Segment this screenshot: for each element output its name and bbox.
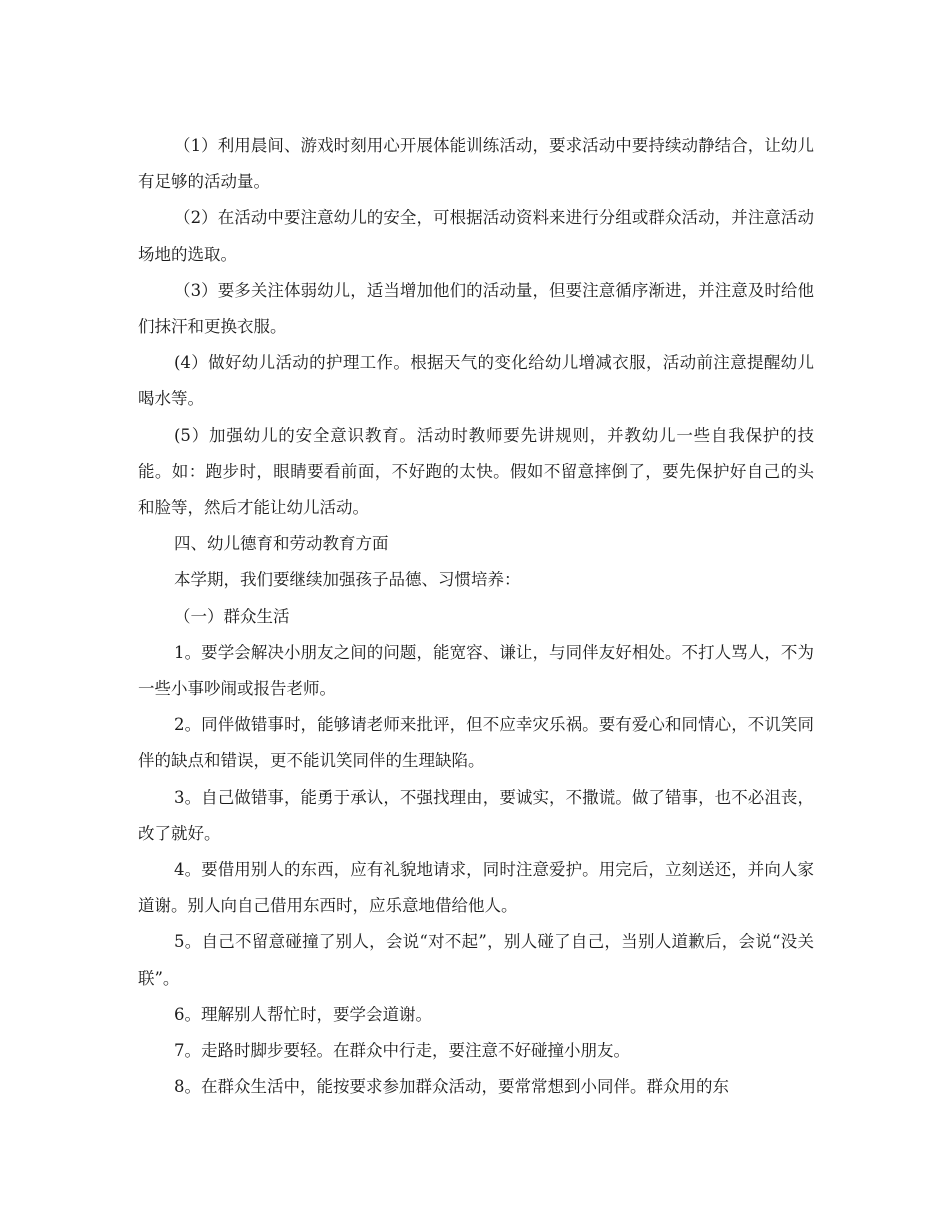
list-item-8: 8。在群众生活中，能按要求参加群众活动，要常常想到小同伴。群众用的东 (174, 1077, 729, 1097)
paragraph-intro: 本学期，我们要继续加强孩子品德、习惯培养： (174, 570, 521, 590)
list-item-5: 5。自己不留意碰撞了别人，会说“对不起”，别人碰了自己，当别人道歉后，会说“没关联”。 (138, 932, 814, 988)
list-item-2: 2。同伴做错事时，能够请老师来批评，但不应幸灾乐祸。要有爱心和同情心，不讥笑同伴的缺点和错误，更不能讥笑同伴的生理缺陷。 (138, 715, 814, 771)
list-item-4: 4。要借用别人的东西，应有礼貌地请求，同时注意爱护。用完后，立刻送还，并向人家道谢。别人向自己借用东西时，应乐意地借给他人。 (138, 860, 814, 916)
paragraph-4: (4）做好幼儿活动的护理工作。根据天气的变化给幼儿增减衣服，活动前注意提醒幼儿喝水等。 (138, 353, 814, 409)
list-item-6: 6。理解别人帮忙时，要学会道谢。 (174, 1004, 432, 1024)
paragraph-1: （1）利用晨间、游戏时刻用心开展体能训练活动，要求活动中要持续动静结合，让幼儿有足够的活动量。 (138, 136, 814, 192)
list-item-3: 3。自己做错事，能勇于承认，不强找理由，要诚实，不撒谎。做了错事，也不必沮丧，改了就好。 (138, 787, 814, 843)
section-heading: 四、幼儿德育和劳动教育方面 (174, 534, 389, 554)
paragraph-3: （3）要多关注体弱幼儿，适当增加他们的活动量，但要注意循序渐进，并注意及时给他们抹汗和更换衣服。 (138, 280, 814, 337)
paragraph-2: （2）在活动中要注意幼儿的安全，可根据活动资料来进行分组或群众活动，并注意活动场地的选取。 (138, 208, 814, 264)
list-item-7: 7。走路时脚步要轻。在群众中行走，要注意不好碰撞小朋友。 (174, 1041, 630, 1061)
document-body (138, 128, 814, 1105)
list-item-1: 1。要学会解决小朋友之间的问题，能宽容、谦让，与同伴友好相处。不打人骂人，不为一些小事吵闹或报告老师。 (138, 642, 814, 699)
subsection-heading: （一）群众生活 (174, 606, 290, 626)
paragraph-5: (5）加强幼儿的安全意识教育。活动时教师要先讲规则，并教幼儿一些自我保护的技能。如：跑步时，眼睛要看前面，不好跑的太快。假如不留意摔倒了，要先保护好自己的头和脸等，然后才能让幼儿活动。 (138, 425, 814, 518)
